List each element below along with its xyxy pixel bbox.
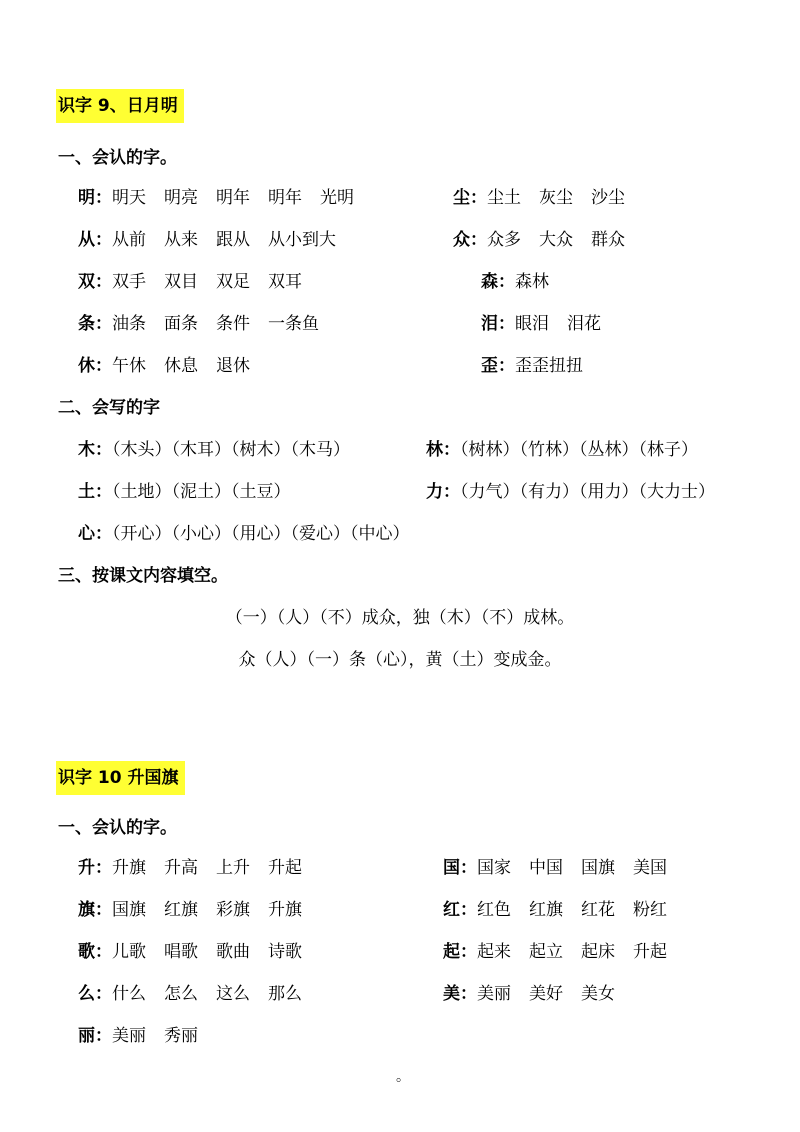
word: 红旗 <box>164 900 198 920</box>
character-label: 心： <box>78 524 112 544</box>
character-label: 林： <box>426 440 460 460</box>
word: 升起 <box>268 858 302 878</box>
word: 起来 <box>477 942 511 962</box>
character-label: 丽： <box>78 1026 112 1046</box>
word-row <box>443 979 633 1004</box>
character-label: 力： <box>426 482 460 502</box>
character-label: 红： <box>443 900 477 920</box>
word-row <box>426 435 698 460</box>
word: 起立 <box>529 942 563 962</box>
word-list: （力气）（有力）（用力）（大力士） <box>460 482 715 502</box>
word: 歌曲 <box>216 942 250 962</box>
lesson-9-section-3-title: 三、按课文内容填空。 <box>58 566 228 586</box>
word-row <box>443 895 685 920</box>
word-row <box>78 309 337 334</box>
word: 森林 <box>515 272 549 292</box>
word: 美好 <box>529 984 563 1004</box>
word: 一条鱼 <box>268 314 319 334</box>
word: 美丽 <box>477 984 511 1004</box>
character-label: 土： <box>78 482 112 502</box>
word: 众多 <box>487 230 521 250</box>
word: 美丽 <box>112 1026 146 1046</box>
word: 秀丽 <box>164 1026 198 1046</box>
word-list: （土地）（泥土）（土豆） <box>112 482 291 502</box>
character-label: 么： <box>78 984 112 1004</box>
word: 从来 <box>164 230 198 250</box>
word: 油条 <box>112 314 146 334</box>
word-row <box>78 895 320 920</box>
word: 怎么 <box>164 984 198 1004</box>
word-row <box>481 351 601 376</box>
word-row <box>78 853 320 878</box>
word-row <box>78 1021 216 1046</box>
word: 休息 <box>164 356 198 376</box>
word-list: （开心）（小心）（用心）（爱心）（中心） <box>112 524 410 544</box>
character-label: 森： <box>481 272 515 292</box>
word-row <box>453 225 643 250</box>
word: 升旗 <box>268 900 302 920</box>
word-row <box>78 267 320 292</box>
word-row <box>78 477 291 502</box>
character-label: 歌： <box>78 942 112 962</box>
word: 什么 <box>112 984 146 1004</box>
word: 双足 <box>216 272 250 292</box>
lesson-9-title: 识字 9、日月明 <box>56 89 184 123</box>
word: 中国 <box>529 858 563 878</box>
word: 双手 <box>112 272 146 292</box>
character-label: 美： <box>443 984 477 1004</box>
lesson-10-title: 识字 10 升国旗 <box>56 761 185 795</box>
character-label: 明： <box>78 188 112 208</box>
word: 歪歪扭扭 <box>515 356 583 376</box>
word: 泪花 <box>567 314 601 334</box>
lesson-9-section-1-title: 一、会认的字。 <box>58 148 177 168</box>
word: 明亮 <box>164 188 198 208</box>
word-row <box>78 937 320 962</box>
word: 群众 <box>591 230 625 250</box>
word: 条件 <box>216 314 250 334</box>
word-row <box>443 937 685 962</box>
word: 灰尘 <box>539 188 573 208</box>
fill-blank-line-1: （一）（人）（不）成众，独（木）（不）成林。 <box>225 608 575 628</box>
word-row <box>443 853 685 878</box>
word-row <box>78 435 350 460</box>
word: 美国 <box>633 858 667 878</box>
word: 从前 <box>112 230 146 250</box>
word: 升旗 <box>112 858 146 878</box>
word-row <box>453 183 643 208</box>
word: 那么 <box>268 984 302 1004</box>
word: 双耳 <box>268 272 302 292</box>
word-list: （木头）（木耳）（树木）（木马） <box>112 440 350 460</box>
word: 粉红 <box>633 900 667 920</box>
character-label: 旗： <box>78 900 112 920</box>
character-label: 木： <box>78 440 112 460</box>
word: 起床 <box>581 942 615 962</box>
word: 这么 <box>216 984 250 1004</box>
word: 退休 <box>216 356 250 376</box>
word: 明天 <box>112 188 146 208</box>
word: 升高 <box>164 858 198 878</box>
word: 诗歌 <box>268 942 302 962</box>
character-label: 条： <box>78 314 112 334</box>
word: 从小到大 <box>268 230 336 250</box>
word: 升起 <box>633 942 667 962</box>
word-row <box>78 183 372 208</box>
character-label: 歪： <box>481 356 515 376</box>
word: 午休 <box>112 356 146 376</box>
footer-dot: 。 <box>396 1069 410 1085</box>
word: 眼泪 <box>515 314 549 334</box>
word-row <box>481 309 619 334</box>
word: 明年 <box>268 188 302 208</box>
word: 尘土 <box>487 188 521 208</box>
word: 国旗 <box>581 858 615 878</box>
fill-blank-line-2: 众（人）（一）条（心），黄（土）变成金。 <box>238 650 562 670</box>
character-label: 泪： <box>481 314 515 334</box>
character-label: 起： <box>443 942 477 962</box>
word: 光明 <box>320 188 354 208</box>
word: 大众 <box>539 230 573 250</box>
character-label: 尘： <box>453 188 487 208</box>
word: 国旗 <box>112 900 146 920</box>
word: 唱歌 <box>164 942 198 962</box>
word: 双目 <box>164 272 198 292</box>
character-label: 众： <box>453 230 487 250</box>
word: 红旗 <box>529 900 563 920</box>
word-row <box>78 519 410 544</box>
character-label: 双： <box>78 272 112 292</box>
word-row <box>481 267 567 292</box>
word: 跟从 <box>216 230 250 250</box>
word: 国家 <box>477 858 511 878</box>
word: 儿歌 <box>112 942 146 962</box>
word: 红花 <box>581 900 615 920</box>
character-label: 从： <box>78 230 112 250</box>
word: 彩旗 <box>216 900 250 920</box>
word: 明年 <box>216 188 250 208</box>
word-list: （树林）（竹林）（丛林）（林子） <box>460 440 698 460</box>
lesson-9-section-2-title: 二、会写的字 <box>58 398 160 418</box>
word: 上升 <box>216 858 250 878</box>
word: 红色 <box>477 900 511 920</box>
word: 面条 <box>164 314 198 334</box>
word-row <box>78 225 354 250</box>
word-row <box>78 351 268 376</box>
word-row <box>78 979 320 1004</box>
word: 沙尘 <box>591 188 625 208</box>
lesson-10-section-1-title: 一、会认的字。 <box>58 818 177 838</box>
character-label: 国： <box>443 858 477 878</box>
word: 美女 <box>581 984 615 1004</box>
character-label: 休： <box>78 356 112 376</box>
word-row <box>426 477 715 502</box>
character-label: 升： <box>78 858 112 878</box>
